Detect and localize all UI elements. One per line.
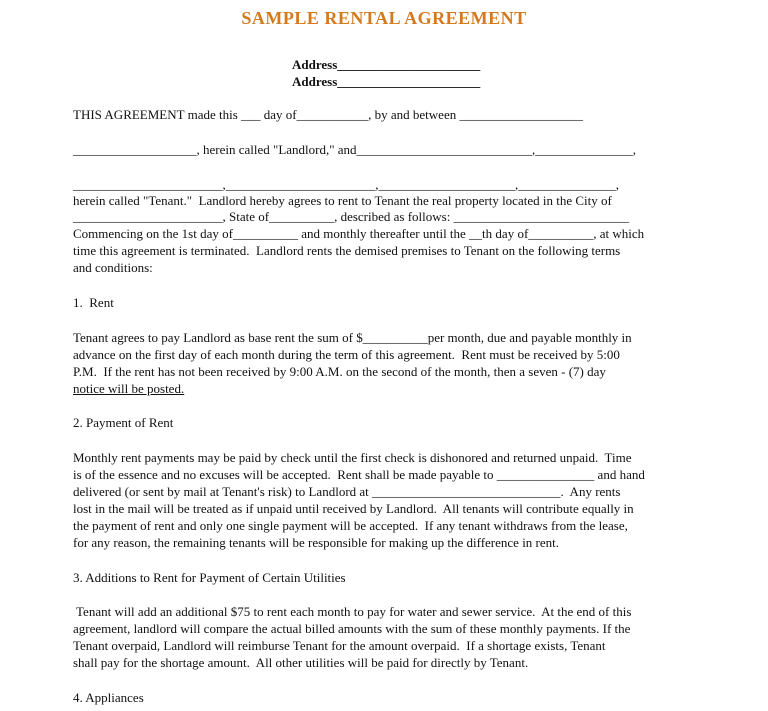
intro-line: herein called "Tenant." Landlord hereby agrees to rent to Tenant the real property located in the City of [73, 193, 612, 208]
section-heading: 4. Appliances [73, 690, 144, 705]
paragraph-line: delivered (or sent by mail at Tenant's risk) to Landlord at _____________________________. Any rents [73, 484, 621, 499]
paragraph-line: agreement, landlord will compare the actual billed amounts with the sum of these monthly payments. If the [73, 621, 631, 636]
paragraph-line: Tenant overpaid, Landlord will reimburse Tenant for the amount overpaid. If a shortage exists, Tenant [73, 638, 606, 653]
intro-line: _______________________, State of__________, described as follows: ___________________________ [73, 209, 630, 224]
section-heading: 3. Additions to Rent for Payment of Certain Utilities [73, 570, 346, 585]
paragraph-line: lost in the mail will be treated as if unpaid until received by Landlord. All tenants will contribute equally in [73, 501, 634, 516]
intro-line: Commencing on the 1st day of__________ and monthly thereafter until the __th day of__________, at which [73, 226, 645, 241]
section-heading: 1. Rent [73, 295, 114, 310]
address-line-1: Address______________________ [292, 57, 481, 72]
intro-line: time this agreement is terminated. Landlord rents the demised premises to Tenant on the following terms [73, 243, 621, 258]
section-heading: 2. Payment of Rent [73, 415, 174, 430]
intro-line: THIS AGREEMENT made this ___ day of___________, by and between ___________________ [73, 107, 583, 122]
intro-line: ___________________, herein called "Landlord," and___________________________,_______________, [73, 142, 637, 157]
document-title: SAMPLE RENTAL AGREEMENT [241, 8, 527, 28]
paragraph-line: the payment of rent and only one single payment will be accepted. If any tenant withdraws from the lease, [73, 518, 628, 533]
paragraph-line: Monthly rent payments may be paid by check until the first check is dishonored and returned unpaid. Time [73, 450, 632, 465]
paragraph-line: advance on the first day of each month during the term of this agreement. Rent must be received by 5:00 [73, 347, 620, 362]
paragraph-line: notice will be posted. [73, 381, 185, 396]
paragraph-line: Tenant will add an additional $75 to rent each month to pay for water and sewer service. At the end of this [73, 604, 632, 619]
paragraph-line: P.M. If the rent has not been received by 9:00 A.M. on the second of the month, then a seven - (7) day [73, 364, 606, 379]
paragraph-line: is of the essence and no excuses will be accepted. Rent shall be made payable to _______________ and hand [73, 467, 645, 482]
address-line-2: Address______________________ [292, 74, 481, 89]
paragraph-line: for any reason, the remaining tenants will be responsible for making up the difference in rent. [73, 535, 560, 550]
intro-line: _______________________,_______________________,_____________________,_______________, [73, 177, 619, 192]
paragraph-line: shall pay for the shortage amount. All other utilities will be paid for directly by Tenant. [73, 655, 529, 670]
intro-line: and conditions: [73, 260, 153, 275]
paragraph-line: Tenant agrees to pay Landlord as base rent the sum of $__________per month, due and payable monthly in [73, 330, 632, 345]
